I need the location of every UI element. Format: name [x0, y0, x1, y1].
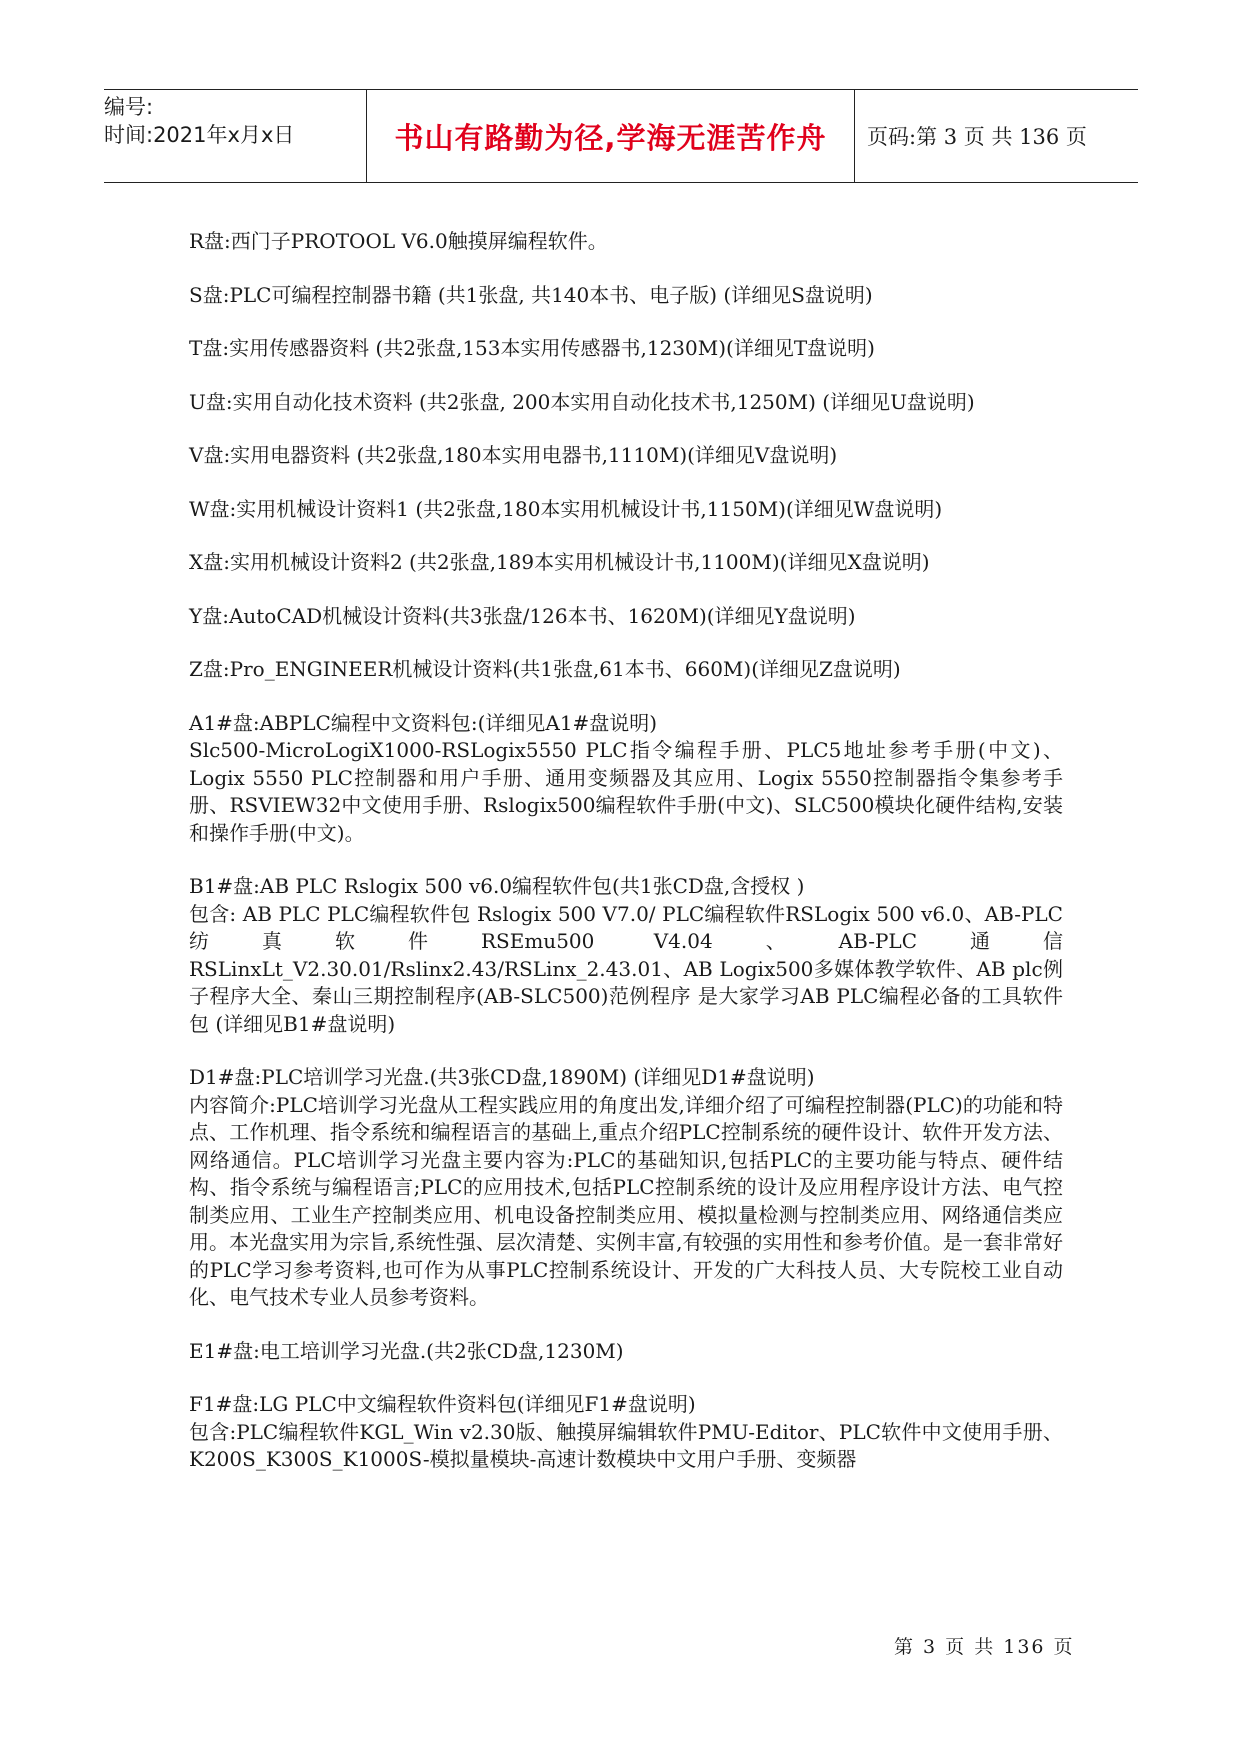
entry-e1: E1#盘:电工培训学习光盘.(共2张CD盘,1230M) [189, 1338, 624, 1363]
entry-f1-body: 包含:PLC编程软件KGL_Win v2.30版、触摸屏编辑软件PMU-Editor、PLC软件中文使用手册、K200S_K300S_K1000S-模拟量模块-高速计数模块中文用户手册、变频器 [189, 1419, 1063, 1471]
entry-b1-body: 包含: AB PLC PLC编程软件包 Rslogix 500 V7.0/ PLC编程软件RSLogix 500 v6.0、AB-PLC 纺真软件RSEmu500 V4.04、AB-PLC通信RSLinxLt_V2.30.01/Rslinx2.43/RSLinx_2.43.01、AB Logix500多媒体教学软件、AB plc例子程序大全、秦山三期控制程序(AB-SLC500)范例程序 是大家学习AB PLC编程必备的工具软件包 (详细见B1#盘说明) [189, 901, 1063, 1036]
document-number: 编号: [104, 95, 154, 119]
entry-u: U盘:实用自动化技术资料 (共2张盘, 200本实用自动化技术书,1250M) (详细见U盘说明) [189, 389, 975, 414]
document-time: 时间:2021年x月x日 [104, 123, 295, 147]
header-motto: 书山有路勤为径,学海无涯苦作舟 [367, 90, 855, 182]
entry-s: S盘:PLC可编程控制器书籍 (共1张盘, 共140本书、电子版) (详细见S盘说明) [189, 282, 873, 307]
entry-a1-body: Slc500-MicroLogiX1000-RSLogix5550 PLC指令编程手册、PLC5地址参考手册(中文)、Logix 5550 PLC控制器和用户手册、通用变频器及其应用、Logix 5550控制器指令集参考手册、RSVIEW32中文使用手册、Rslogix500编程软件手册(中文)、SLC500模块化硬件结构,安装和操作手册(中文)。 [189, 738, 1063, 845]
entry-x: X盘:实用机械设计资料2 (共2张盘,189本实用机械设计书,1100M)(详细见X盘说明) [189, 550, 930, 574]
entry-d1-title: D1#盘:PLC培训学习光盘.(共3张CD盘,1890M) (详细见D1#盘说明) [189, 1065, 815, 1089]
entry-b1-title: B1#盘:AB PLC Rslogix 500 v6.0编程软件包(共1张CD盘,含授权 ) [189, 874, 805, 898]
entry-y: Y盘:AutoCAD机械设计资料(共3张盘/126本书、1620M)(详细见Y盘说明) [189, 603, 856, 628]
entry-b1 [189, 873, 1063, 1038]
entry-w: W盘:实用机械设计资料1 (共2张盘,180本实用机械设计书,1150M)(详细见W盘说明) [189, 496, 943, 521]
header-page-number: 页码:第 3 页 共 136 页 [867, 125, 1087, 149]
entry-v: V盘:实用电器资料 (共2张盘,180本实用电器书,1110M)(详细见V盘说明) [189, 443, 838, 467]
document-body [189, 228, 1063, 1500]
entry-f1 [189, 1391, 1063, 1474]
entry-z: Z盘:Pro_ENGINEER机械设计资料(共1张盘,61本书、660M)(详细见Z盘说明) [189, 657, 901, 681]
entry-t: T盘:实用传感器资料 (共2张盘,153本实用传感器书,1230M)(详细见T盘说明) [189, 336, 875, 360]
page-header [104, 89, 1138, 183]
header-meta [104, 90, 367, 182]
entry-d1-body: 内容简介:PLC培训学习光盘从工程实践应用的角度出发,详细介绍了可编程控制器(PLC)的功能和特点、工作机理、指令系统和编程语言的基础上,重点介绍PLC控制系统的硬件设计、软件开发方法、网络通信。PLC培训学习光盘主要内容为:PLC的基础知识,包括PLC的主要功能与特点、硬件结构、指令系统与编程语言;PLC的应用技术,包括PLC控制系统的设计及应用程序设计方法、电气控制类应用、工业生产控制类应用、机电设备控制类应用、模拟量检测与控制类应用、网络通信类应用。本光盘实用为宗旨,系统性强、层次清楚、实例丰富,有较强的实用性和参考价值。是一套非常好的PLC学习参考资料,也可作为从事PLC控制系统设计、开发的广大科技人员、大专院校工业自动化、电气技术专业人员参考资料。 [189, 1092, 1063, 1309]
entry-f1-title: F1#盘:LG PLC中文编程软件资料包(详细见F1#盘说明) [189, 1392, 696, 1416]
entry-a1 [189, 710, 1063, 848]
entry-r: R盘:西门子PROTOOL V6.0触摸屏编程软件。 [189, 229, 608, 253]
entry-d1 [189, 1064, 1063, 1312]
page-footer: 第 3 页 共 136 页 [894, 1636, 1075, 1658]
entry-a1-title: A1#盘:ABPLC编程中文资料包:(详细见A1#盘说明) [189, 710, 658, 735]
